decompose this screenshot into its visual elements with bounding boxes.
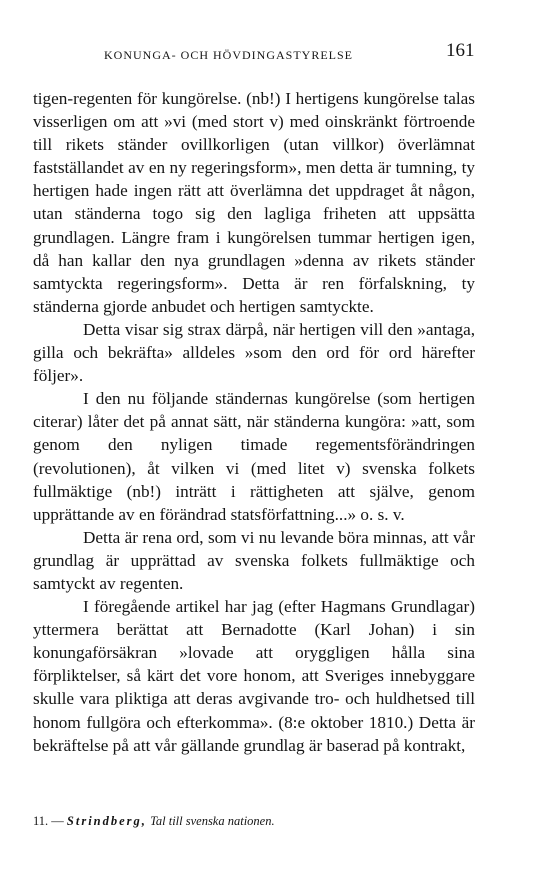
- paragraph-1: tigen-regenten för kungörelse. (nb!) I hertigens kungörelse talas visserligen om att »vi (med stort v) med oinskränkt förtroende till rikets ständer ovillkorligen (utan villkor) överlämnat fastställandet av en ny regeringsform», men detta är tumning, ty hertigen hade ingen rätt att överlämna det uppdraget åt någon, utan ständerna togo sig den lagliga friheten att uppsätta grundlagen. Längre fram i kungörelsen tummar hertigen igen, då han kallar den nya grundlagen »denna av rikets ständer samtyckta regeringsform». Detta är ren förfalskning, ty ständerna gjorde anbudet och hertigen samtyckte.: [33, 89, 475, 316]
- page-number: 161: [446, 40, 475, 61]
- page-header: [0, 38, 552, 68]
- paragraph-2: Detta visar sig strax därpå, när hertigen vill den »antaga, gilla och bekräfta» alldeles »som den ord för ord härefter följer».: [33, 319, 475, 386]
- signature-mark: 11. —: [33, 814, 64, 828]
- footer-author: Strindberg,: [66, 814, 147, 828]
- paragraph-3: I den nu följande ständernas kungörelse (som hertigen citerar) låter det på annat sätt, när ständerna kungöra: »att, som genom den nyligen timade regementsförändringen (revolutionen), åt vilken vi (med litet v) svenska folkets fullmäktige (nb!) inträtt i rättigheten att själve, genom upprättande av en förändrad statsförfattning...» o. s. v.: [33, 389, 475, 524]
- page-footer: [33, 813, 475, 829]
- body-text: [33, 87, 475, 757]
- running-head: KONUNGA- OCH HÖVDINGASTYRELSE: [104, 48, 353, 62]
- paragraph-4: Detta är rena ord, som vi nu levande böra minnas, att vår grundlag är upprättad av svenska folkets fullmäktige och samtyckt av regenten.: [33, 527, 475, 593]
- footer-title: Tal till svenska nationen.: [150, 814, 275, 828]
- paragraph-5: I föregående artikel har jag (efter Hagmans Grundlagar) yttermera berättat att Bernadotte (Karl Johan) i sin konungaförsäkran »lovade att oryggligen hålla sina förpliktelser, så kärt det vore honom, att Sveriges innebyggare skulle vara pliktiga att deras avgivande tro- och huldhetsed till honom fullgöra och efterkomma». (8:e oktober 1810.) Detta är bekräftelse på att vår gällande grundlag är baserad på kontrakt,: [33, 597, 475, 755]
